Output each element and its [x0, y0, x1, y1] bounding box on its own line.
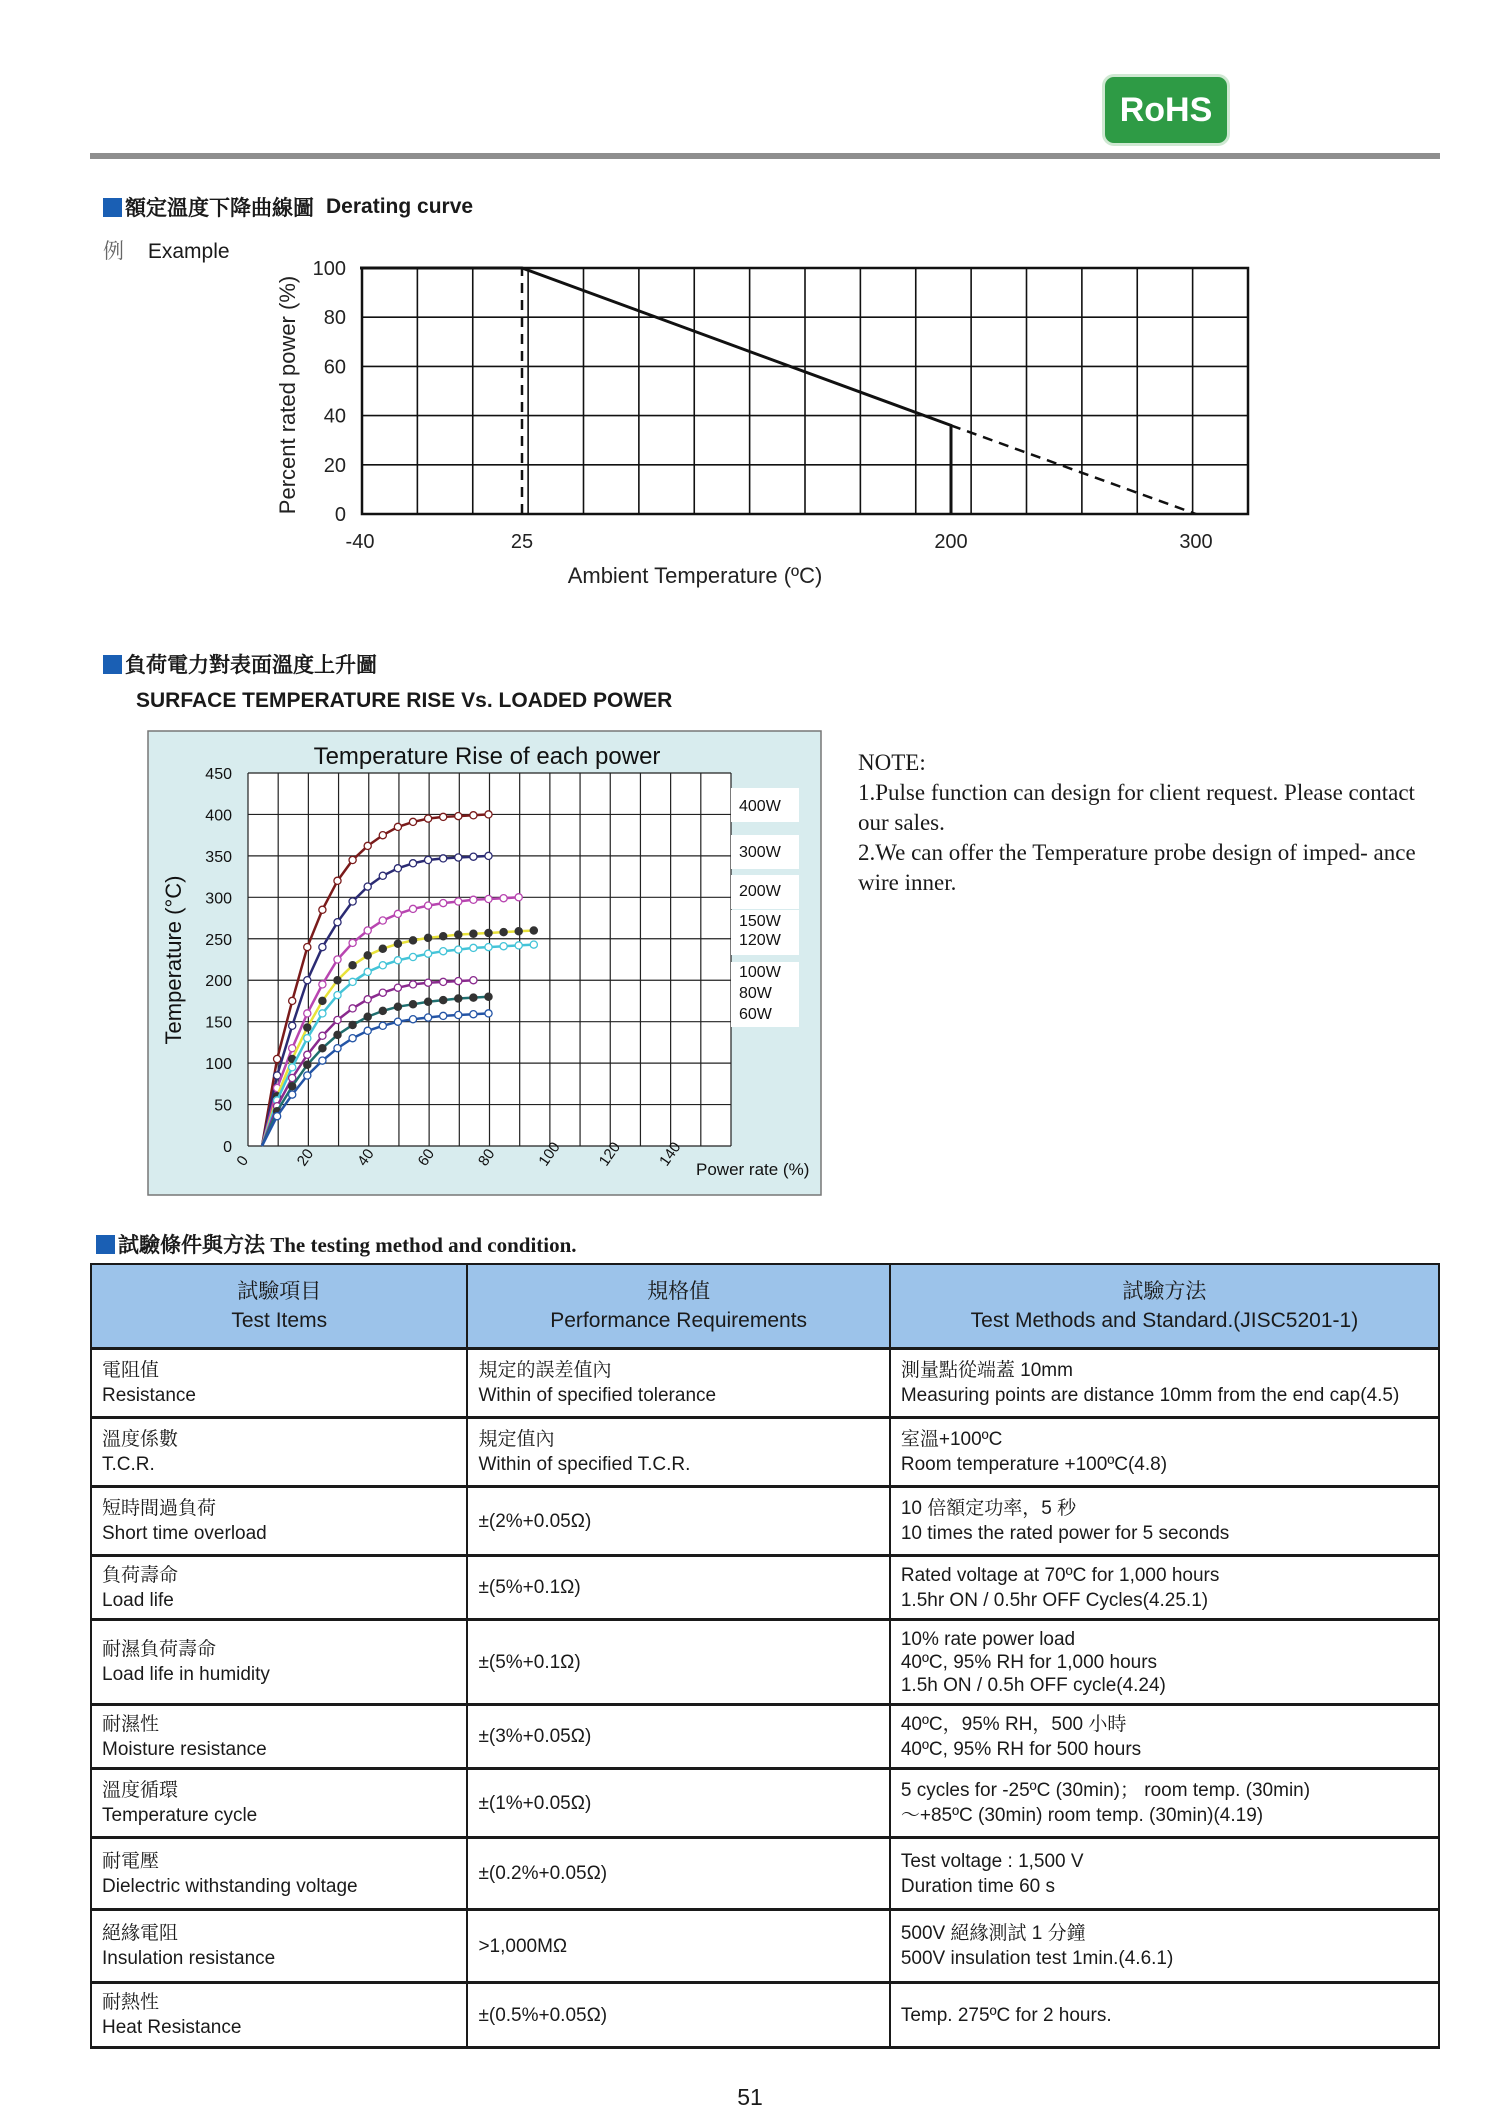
series-point — [409, 1001, 416, 1008]
series-point — [485, 993, 492, 1000]
method-line: 10% rate power load — [900, 1628, 1076, 1650]
series-point — [425, 815, 432, 822]
y-tick-label: 450 — [205, 766, 232, 783]
y-tick-label: 20 — [323, 454, 346, 477]
series-point — [485, 1010, 492, 1017]
series-point — [470, 812, 477, 819]
requirement-line: ±(5%+0.1Ω) — [478, 1577, 581, 1598]
method-line: 10 times the rated power for 5 seconds — [900, 1523, 1230, 1544]
requirement-cell — [467, 1838, 889, 1910]
series-point — [349, 1021, 356, 1028]
test-item-zh: 耐電壓 — [102, 1850, 160, 1872]
test-item-zh: 耐濕性 — [102, 1713, 160, 1735]
series-point — [274, 1055, 281, 1062]
requirement-line: ±(3%+0.05Ω) — [478, 1726, 592, 1747]
requirement-cell — [467, 1349, 889, 1418]
series-point — [334, 1045, 341, 1052]
series-point — [515, 942, 522, 949]
y-tick-label: 400 — [205, 807, 232, 825]
series-point — [440, 997, 447, 1004]
series-point — [440, 855, 447, 862]
method-line: Rated voltage at 70ºC for 1,000 hours — [900, 1564, 1220, 1586]
series-label: 60W — [739, 1006, 772, 1023]
method-line: 500V insulation test 1min.(4.6.1) — [900, 1948, 1174, 1969]
series-label: 150W — [739, 913, 781, 930]
series-point — [500, 929, 507, 936]
series-point — [364, 1013, 371, 1020]
series-point — [485, 811, 492, 818]
header-zh: 規格值 — [647, 1280, 711, 1303]
derating-y-label: Percent rated power (%) — [275, 275, 300, 515]
series-point — [334, 877, 341, 884]
method-line: Temp. 275ºC for 2 hours. — [900, 2004, 1112, 2026]
test-item-cell — [91, 1838, 467, 1910]
series-point — [425, 998, 432, 1005]
series-label: 100W — [739, 964, 781, 981]
note-title: NOTE: — [858, 750, 926, 775]
method-cell — [890, 1983, 1439, 2048]
method-cell — [890, 1769, 1439, 1838]
note-line-1: 1.Pulse function can design for client request. Please contact our sales. — [858, 780, 1415, 835]
series-point — [455, 898, 462, 905]
x-tick-label: 60 — [414, 1145, 439, 1170]
series-point — [289, 1083, 296, 1090]
y-tick-label: 0 — [334, 504, 346, 526]
series-point — [379, 1007, 386, 1014]
example-en: Example — [147, 240, 230, 263]
note-line-2: 2.We can offer the Temperature probe design of imped- ance wire inner. — [858, 840, 1416, 895]
method-line: 1.5h ON / 0.5h OFF cycle(4.24) — [900, 1674, 1166, 1696]
series-point — [304, 1051, 311, 1058]
series-point — [425, 950, 432, 957]
series-point — [289, 1064, 296, 1071]
series-point — [319, 944, 326, 951]
table-row — [91, 1487, 1439, 1556]
rise-grid — [248, 773, 731, 1146]
series-point — [304, 1035, 311, 1042]
y-tick-label: 60 — [323, 356, 346, 379]
x-tick-label: -40 — [345, 531, 375, 553]
section-square-icon — [96, 1235, 115, 1254]
series-point — [334, 977, 341, 984]
rise-chart — [0, 0, 860, 1210]
series-point — [409, 905, 416, 912]
series-point — [394, 865, 401, 872]
test-item-cell — [91, 1556, 467, 1620]
rise-y-label: Temperature (°C) — [161, 875, 186, 1045]
requirement-line: ±(5%+0.1Ω) — [478, 1651, 581, 1673]
series-point — [319, 1057, 326, 1064]
series-point — [440, 948, 447, 955]
method-line: 40ºC, 95% RH for 1,000 hours — [900, 1651, 1158, 1673]
test-item-zh: 絕緣電阻 — [102, 1923, 179, 1944]
series-point — [334, 992, 341, 999]
series-point — [364, 968, 371, 975]
header-en: Performance Requirements — [550, 1309, 808, 1332]
method-line: Measuring points are distance 10mm from the end cap(4.5) — [900, 1385, 1400, 1406]
y-tick-label: 100 — [312, 258, 346, 280]
testing-title: 試驗條件與方法 The testing method and condition. — [118, 1233, 577, 1257]
test-item-cell — [91, 1418, 467, 1487]
test-item-cell — [91, 1487, 467, 1556]
y-tick-label: 150 — [205, 1014, 232, 1032]
series-point — [440, 813, 447, 820]
series-point — [409, 953, 416, 960]
series-point — [349, 962, 356, 969]
series-point — [425, 856, 432, 863]
derating-title-zh: 額定溫度下降曲線圖 — [125, 197, 314, 220]
requirement-cell — [467, 1620, 889, 1705]
x-tick-label: 120 — [595, 1139, 625, 1170]
series-label: 120W — [739, 932, 781, 949]
series-point — [455, 946, 462, 953]
x-tick-label: 0 — [233, 1152, 253, 1170]
method-line: Test voltage : 1,500 V — [900, 1850, 1084, 1872]
y-tick-label: 350 — [205, 848, 232, 866]
requirement-line: ±(0.2%+0.05Ω) — [478, 1863, 608, 1884]
method-cell — [890, 1556, 1439, 1620]
series-point — [349, 978, 356, 985]
series-point — [409, 818, 416, 825]
series-point — [394, 1003, 401, 1010]
requirement-line: 規定值內 — [478, 1429, 555, 1450]
test-item-zh: 耐濕負荷壽命 — [102, 1639, 217, 1660]
y-tick-label: 50 — [214, 1097, 232, 1115]
table-header-row — [91, 1264, 1439, 1349]
method-line: 測量點從端蓋 10mm — [900, 1360, 1073, 1381]
method-line: 1.5hr ON / 0.5hr OFF Cycles(4.25.1) — [900, 1589, 1209, 1611]
series-point — [485, 852, 492, 859]
series-label: 200W — [739, 883, 781, 900]
series-point — [379, 1022, 386, 1029]
series-point — [364, 996, 371, 1003]
table-row — [91, 1418, 1439, 1487]
y-tick-label: 80 — [323, 307, 346, 330]
series-point — [379, 832, 386, 839]
series-point — [364, 883, 371, 890]
test-item-cell — [91, 1705, 467, 1769]
series-point — [394, 984, 401, 991]
requirement-line: ±(0.5%+0.05Ω) — [478, 2004, 608, 2026]
series-point — [530, 941, 537, 948]
test-item-en: Temperature cycle — [102, 1805, 258, 1826]
series-point — [515, 894, 522, 901]
series-point — [440, 933, 447, 940]
x-tick-label: 300 — [1179, 531, 1213, 553]
method-line: ～+85ºC (30min) room temp. (30min)(4.19) — [900, 1805, 1264, 1826]
test-item-en: T.C.R. — [102, 1454, 155, 1475]
series-point — [289, 1091, 296, 1098]
header-zh: 試驗項目 — [237, 1280, 322, 1303]
series-point — [394, 1018, 401, 1025]
x-tick-label: 200 — [934, 531, 968, 553]
header-en: Test Items — [231, 1309, 328, 1332]
test-item-en: Resistance — [102, 1385, 196, 1406]
method-cell — [890, 1705, 1439, 1769]
requirement-line: ±(1%+0.05Ω) — [478, 1792, 592, 1814]
test-item-en: Insulation resistance — [102, 1948, 276, 1969]
y-tick-label: 100 — [205, 1056, 232, 1074]
series-point — [319, 1045, 326, 1052]
series-point — [274, 1113, 281, 1120]
series-point — [319, 1032, 326, 1039]
series-point — [440, 1012, 447, 1019]
series-point — [319, 981, 326, 988]
series-point — [394, 910, 401, 917]
test-item-zh: 負荷壽命 — [102, 1564, 179, 1586]
series-point — [349, 898, 356, 905]
series-point — [364, 842, 371, 849]
series-point — [334, 1016, 341, 1023]
series-point — [425, 902, 432, 909]
x-tick-label: 100 — [535, 1139, 564, 1170]
derating-title-en: Derating curve — [326, 195, 474, 218]
series-point — [334, 1031, 341, 1038]
rise-title-zh: 負荷電力對表面溫度上升圖 — [125, 654, 377, 677]
test-item-en: Moisture resistance — [102, 1738, 267, 1760]
test-item-zh: 電阻值 — [102, 1360, 160, 1381]
header-test-items — [91, 1264, 467, 1349]
x-tick-label: 40 — [354, 1145, 378, 1170]
table-row — [91, 1620, 1439, 1705]
test-item-cell — [91, 1983, 467, 2048]
series-point — [319, 1010, 326, 1017]
series-point — [364, 1027, 371, 1034]
method-line: 室溫+100ºC — [900, 1429, 1003, 1450]
series-point — [379, 989, 386, 996]
table-row — [91, 1769, 1439, 1838]
series-point — [470, 994, 477, 1001]
series-point — [470, 1011, 477, 1018]
test-item-cell — [91, 1620, 467, 1705]
y-tick-label: 250 — [205, 931, 232, 949]
series-point — [409, 860, 416, 867]
requirement-cell — [467, 1487, 889, 1556]
series-label: 80W — [739, 985, 772, 1002]
requirement-cell — [467, 1983, 889, 2048]
method-cell — [890, 1838, 1439, 1910]
series-point — [349, 1035, 356, 1042]
series-point — [304, 944, 311, 951]
test-item-cell — [91, 1349, 467, 1418]
series-point — [289, 1022, 296, 1029]
series-point — [425, 979, 432, 986]
series-point — [319, 997, 326, 1004]
series-point — [440, 900, 447, 907]
test-item-en: Heat Resistance — [102, 2017, 242, 2038]
series-point — [455, 854, 462, 861]
series-label: 400W — [739, 798, 781, 815]
requirement-line: >1,000MΩ — [478, 1935, 568, 1957]
y-tick-label: 0 — [223, 1139, 232, 1156]
test-item-zh: 溫度循環 — [102, 1780, 179, 1801]
derating-dashed-line — [951, 425, 1196, 514]
series-point — [455, 995, 462, 1002]
x-tick-label: 140 — [656, 1139, 685, 1170]
testing-table — [90, 1263, 1440, 2049]
test-item-zh: 溫度係數 — [102, 1429, 179, 1450]
method-line: 40ºC, 95% RH for 500 hours — [900, 1738, 1142, 1760]
table-row — [91, 1349, 1439, 1418]
header-methods — [890, 1264, 1439, 1349]
y-tick-label: 300 — [205, 890, 232, 908]
rise-x-label: Power rate (%) — [696, 1160, 810, 1179]
series-point — [470, 930, 477, 937]
series-point — [334, 919, 341, 926]
series-point — [304, 1061, 311, 1068]
x-tick-label: 25 — [510, 531, 534, 553]
series-point — [394, 957, 401, 964]
header-performance — [467, 1264, 889, 1349]
series-point — [379, 872, 386, 879]
series-point — [379, 962, 386, 969]
series-point — [500, 895, 507, 902]
test-item-en: Load life in humidity — [102, 1664, 270, 1685]
header-en: Test Methods and Standard.(JISC5201-1) — [970, 1309, 1359, 1332]
series-point — [409, 1016, 416, 1023]
series-point — [379, 945, 386, 952]
series-point — [289, 1074, 296, 1081]
series-point — [530, 927, 537, 934]
series-point — [485, 929, 492, 936]
requirement-line: 規定的誤差值內 — [478, 1360, 612, 1381]
series-point — [409, 981, 416, 988]
method-cell — [890, 1349, 1439, 1418]
y-tick-label: 200 — [205, 973, 232, 991]
testing-section-heading — [96, 1229, 577, 1259]
method-cell — [890, 1620, 1439, 1705]
series-point — [364, 952, 371, 959]
test-item-en: Dielectric withstanding voltage — [102, 1875, 358, 1897]
rise-chart-title: Temperature Rise of each power — [313, 743, 661, 770]
x-tick-label: 80 — [474, 1145, 499, 1170]
page-number: 51 — [737, 2084, 763, 2110]
example-zh: 例 — [103, 240, 124, 263]
method-line: 500V 絕緣測試 1 分鐘 — [900, 1923, 1086, 1944]
series-point — [304, 1010, 311, 1017]
note-block — [858, 748, 1438, 898]
method-line: 10 倍額定功率，5 秒 — [900, 1498, 1077, 1519]
series-point — [470, 977, 477, 984]
method-cell — [890, 1910, 1439, 1983]
series-point — [349, 1005, 356, 1012]
requirement-cell — [467, 1556, 889, 1620]
test-item-zh: 耐熱性 — [102, 1992, 160, 2013]
series-point — [455, 931, 462, 938]
series-label: 300W — [739, 844, 781, 861]
x-tick-label: 20 — [293, 1145, 318, 1170]
series-point — [349, 856, 356, 863]
requirement-line: Within of specified tolerance — [478, 1385, 717, 1406]
requirement-cell — [467, 1910, 889, 1983]
test-item-en: Short time overload — [102, 1523, 267, 1544]
series-point — [455, 813, 462, 820]
header-zh: 試驗方法 — [1122, 1280, 1207, 1303]
series-point — [425, 1014, 432, 1021]
test-item-en: Load life — [102, 1589, 174, 1611]
method-line: Duration time 60 s — [900, 1875, 1056, 1897]
series-point — [500, 943, 507, 950]
series-point — [425, 934, 432, 941]
requirement-cell — [467, 1705, 889, 1769]
series-point — [319, 906, 326, 913]
method-cell — [890, 1487, 1439, 1556]
series-point — [304, 1024, 311, 1031]
series-point — [440, 978, 447, 985]
series-point — [334, 956, 341, 963]
series-point — [289, 1045, 296, 1052]
requirement-line: Within of specified T.C.R. — [478, 1454, 691, 1475]
method-cell — [890, 1418, 1439, 1487]
rise-title-en: SURFACE TEMPERATURE RISE Vs. LOADED POWER — [136, 689, 673, 712]
series-point — [455, 1011, 462, 1018]
series-point — [394, 940, 401, 947]
series-point — [485, 895, 492, 902]
method-line: Room temperature +100ºC(4.8) — [900, 1454, 1168, 1475]
series-point — [379, 917, 386, 924]
series-point — [455, 978, 462, 985]
method-line: 5 cycles for -25ºC (30min)； room temp. (30min) — [900, 1780, 1311, 1801]
series-point — [409, 937, 416, 944]
method-line: 40ºC，95% RH，500 小時 — [900, 1713, 1127, 1735]
series-point — [470, 853, 477, 860]
series-point — [304, 1072, 311, 1079]
requirement-cell — [467, 1418, 889, 1487]
test-item-cell — [91, 1910, 467, 1983]
table-row — [91, 1838, 1439, 1910]
series-point — [304, 977, 311, 984]
series-point — [349, 939, 356, 946]
rohs-badge: RoHS — [1105, 77, 1227, 143]
table-row — [91, 1705, 1439, 1769]
y-tick-label: 40 — [323, 405, 346, 428]
series-point — [515, 928, 522, 935]
series-point — [364, 927, 371, 934]
series-point — [289, 997, 296, 1004]
table-row — [91, 1910, 1439, 1983]
series-point — [485, 944, 492, 951]
series-point — [470, 944, 477, 951]
test-item-zh: 短時間過負荷 — [102, 1498, 217, 1519]
series-point — [470, 896, 477, 903]
requirement-line: ±(2%+0.05Ω) — [478, 1510, 592, 1532]
table-row — [91, 1983, 1439, 2048]
derating-x-label: Ambient Temperature (ºC) — [567, 563, 823, 588]
series-point — [394, 823, 401, 830]
requirement-cell — [467, 1769, 889, 1838]
table-body — [91, 1349, 1439, 2048]
table-row — [91, 1556, 1439, 1620]
test-item-cell — [91, 1769, 467, 1838]
